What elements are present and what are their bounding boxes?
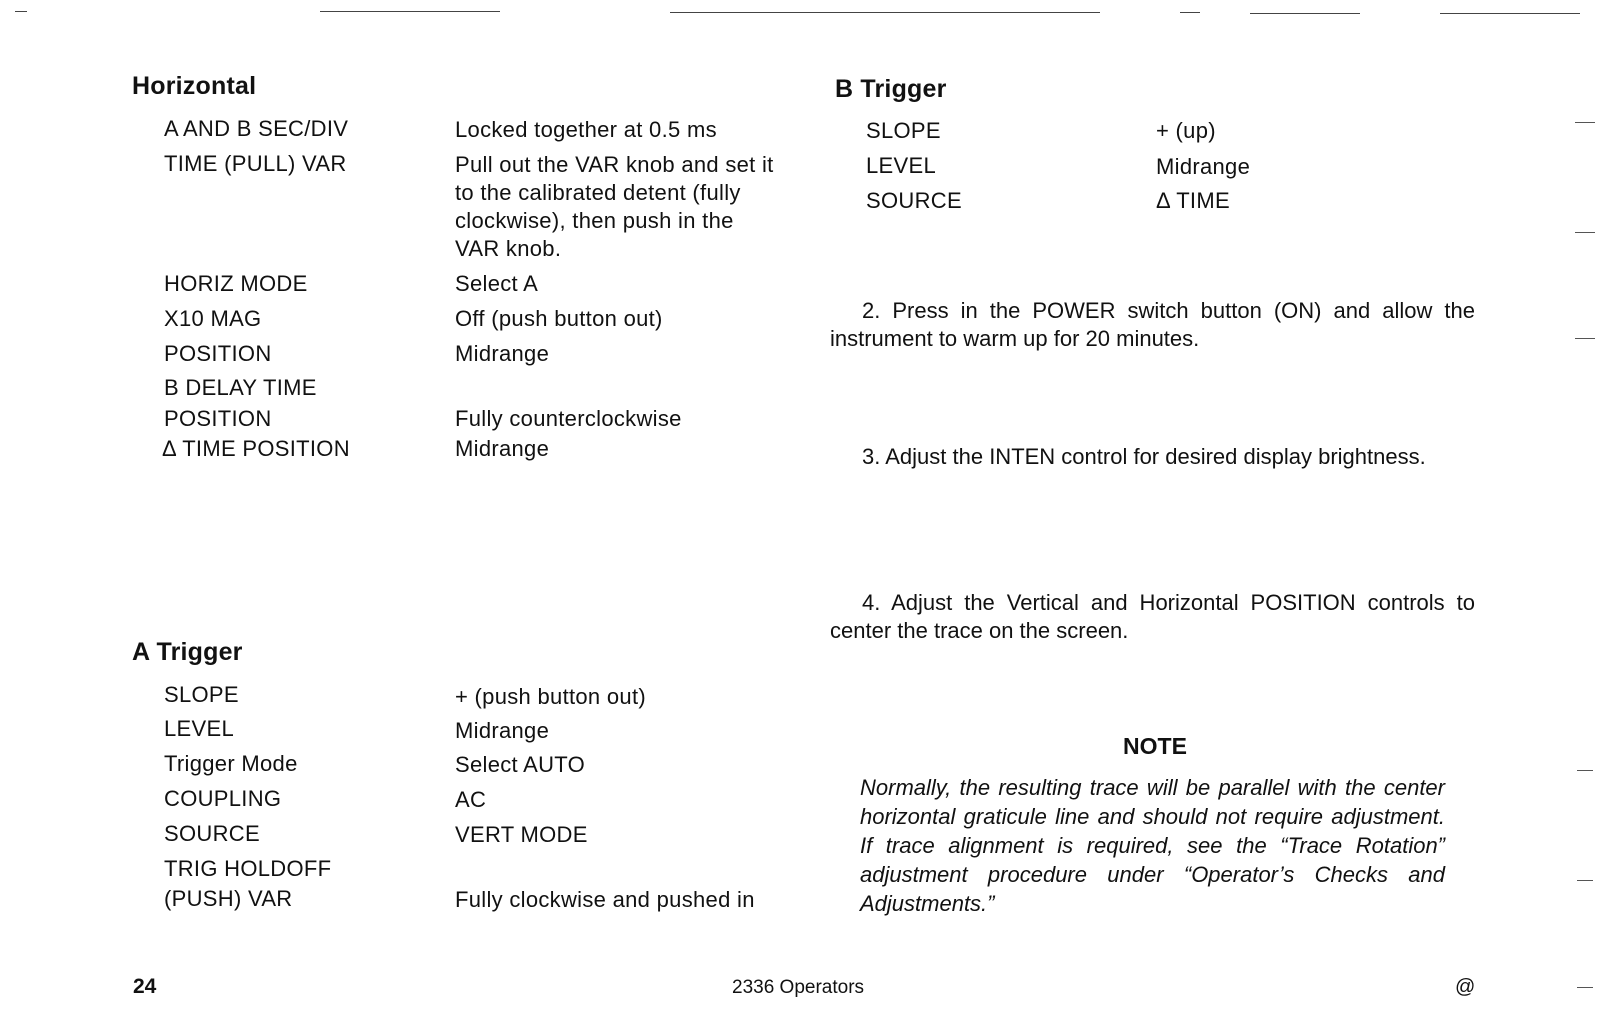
scan-line	[1440, 13, 1580, 14]
note-title: NOTE	[1123, 733, 1187, 759]
edge-mark	[1575, 338, 1595, 339]
section-title-b-trigger: B Trigger	[835, 75, 947, 103]
setting-label: X10 MAG	[164, 306, 262, 331]
edge-mark	[1577, 880, 1593, 881]
note-body: Normally, the resulting trace will be parallel with the center horizontal graticule line and should not require adjustment. If trace alignment is required, see the “Trace Rotation” adjustment procedure under “Operator’s Checks and Adjustments.”	[860, 775, 1445, 916]
step-text: 2. Press in the POWER switch button (ON) and allow the instrument to warm up for 20 minutes.	[830, 298, 1475, 351]
section-title-a-trigger: A Trigger	[132, 638, 243, 666]
scan-line	[15, 11, 27, 12]
publisher-symbol: @	[1455, 976, 1476, 998]
edge-mark	[1577, 770, 1593, 771]
scan-line	[1250, 13, 1360, 14]
setting-label: TRIG HOLDOFF	[164, 856, 332, 881]
setting-value: Off (push button out)	[455, 306, 663, 331]
setting-label: Δ TIME POSITION	[162, 436, 350, 461]
setting-label: Trigger Mode	[164, 751, 298, 776]
setting-label: SLOPE	[164, 682, 239, 707]
setting-value: Fully clockwise and pushed in	[455, 887, 755, 912]
step-text: 3. Adjust the INTEN control for desired display brightness.	[862, 444, 1426, 469]
setting-label: A AND B SEC/DIV	[164, 116, 349, 141]
edge-mark	[1575, 122, 1595, 123]
setting-value: Fully counterclockwise	[455, 406, 682, 431]
manual-title: 2336 Operators	[732, 977, 865, 998]
setting-label: POSITION	[164, 406, 272, 431]
setting-value: Midrange	[455, 718, 550, 743]
setting-value: AC	[455, 787, 487, 812]
setting-value: VERT MODE	[455, 822, 588, 847]
scan-line	[320, 11, 500, 12]
setting-value: + (up)	[1156, 118, 1216, 143]
scan-line	[670, 12, 1100, 13]
section-title-horizontal: Horizontal	[132, 72, 257, 100]
setting-label: POSITION	[164, 341, 272, 366]
setting-value: Pull out the VAR knob and set it to the calibrated detent (fully clockwise), then push in the VAR knob.	[455, 152, 774, 261]
step-paragraph	[830, 297, 1475, 353]
setting-label: B DELAY TIME	[164, 375, 317, 400]
setting-value: Midrange	[1156, 154, 1251, 179]
setting-label: LEVEL	[164, 716, 234, 741]
setting-value: Select A	[455, 271, 539, 296]
setting-label: HORIZ MODE	[164, 271, 308, 296]
setting-label: SOURCE	[164, 821, 260, 846]
setting-value: Δ TIME	[1156, 188, 1230, 213]
setting-label: (PUSH) VAR	[164, 886, 293, 911]
setting-value: Midrange	[455, 341, 550, 366]
setting-value: Locked together at 0.5 ms	[455, 117, 717, 142]
setting-value: Midrange	[455, 436, 550, 461]
page-number: 24	[133, 975, 157, 998]
step-paragraph	[830, 589, 1475, 645]
setting-label: LEVEL	[866, 153, 936, 178]
edge-mark	[1575, 232, 1595, 233]
setting-label: COUPLING	[164, 786, 282, 811]
setting-value: + (push button out)	[455, 684, 646, 709]
step-paragraph	[830, 443, 1475, 471]
setting-label: SOURCE	[866, 188, 962, 213]
setting-label: SLOPE	[866, 118, 941, 143]
setting-value: Select AUTO	[455, 752, 586, 777]
edge-mark	[1577, 987, 1593, 988]
step-text: 4. Adjust the Vertical and Horizontal POSITION controls to center the trace on the screen.	[830, 590, 1475, 643]
scan-line	[1180, 12, 1200, 13]
setting-label: TIME (PULL) VAR	[164, 151, 347, 176]
